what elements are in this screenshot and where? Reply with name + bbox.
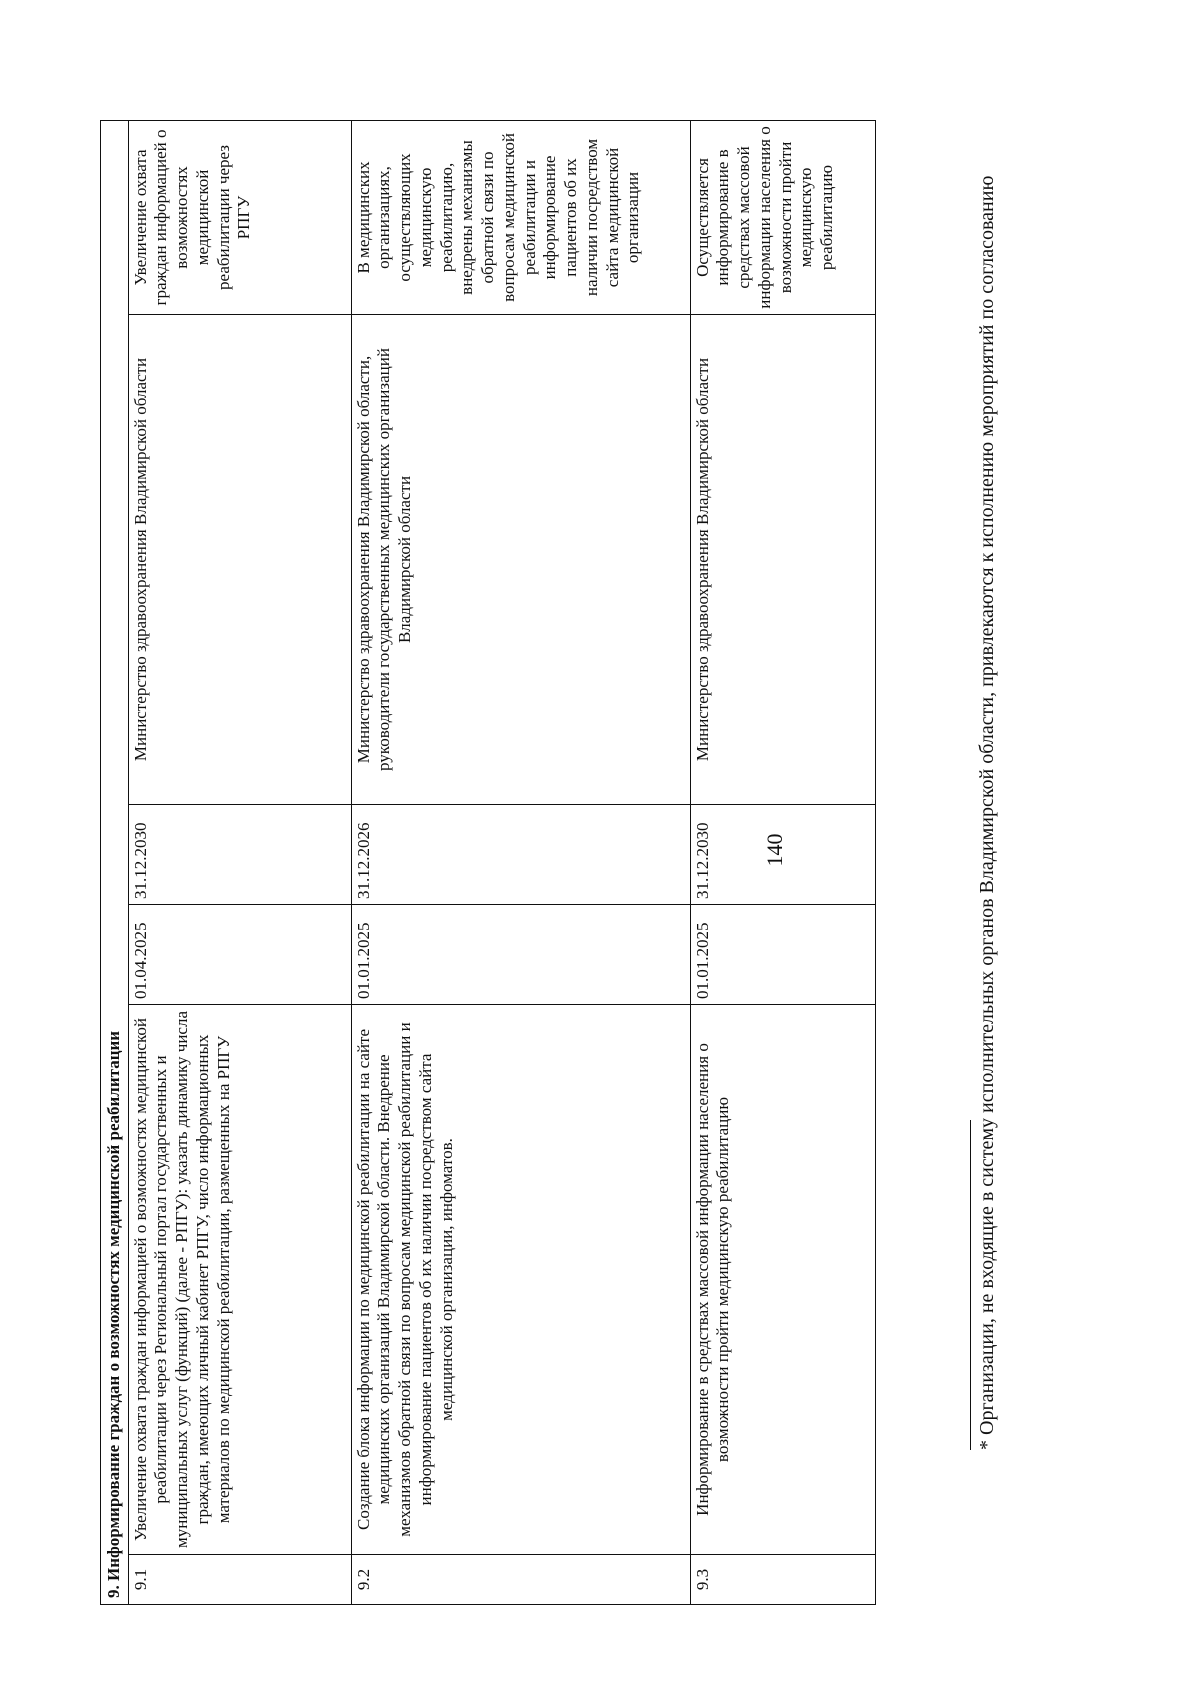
- page-number: 140: [762, 833, 787, 867]
- row-number: 9.1: [128, 1555, 351, 1605]
- expected-result: Осуществляется информирование в средствах массовой информации населения о возможности пройти медицинскую реабилитацию: [690, 120, 875, 314]
- expected-result: В медицинских организациях, осуществляющих медицинскую реабилитацию, внедрены механизмы обратной связи по вопросам медицинской реабилитации и информирование пациентов об их наличии посредством сайта медицинской организации: [351, 120, 690, 314]
- measures-table: [100, 120, 876, 1605]
- section-header-row: [101, 120, 129, 1604]
- table-row: [128, 120, 351, 1604]
- end-date: 31.12.2030: [128, 805, 351, 905]
- footnote: * Организации, не входящие в систему исполнительных органов Владимирской области, привлекаются к исполнению мероприятий по согласованию: [976, 175, 998, 1450]
- table-row: [690, 120, 875, 1604]
- measure-description: Увеличение охвата граждан информацией о возможностях медицинской реабилитации через Региональный портал государственных и муниципальных услуг (функций) (далее - РПГУ): указать динамику числа граждан, имеющих личный кабинет РПГУ, число информационных материалов по медицинской реабилитации, размещенных на РПГУ: [128, 1005, 351, 1555]
- start-date: 01.01.2025: [690, 905, 875, 1005]
- responsible-executor: Министерство здравоохранения Владимирской области: [690, 315, 875, 805]
- start-date: 01.01.2025: [351, 905, 690, 1005]
- row-number: 9.3: [690, 1555, 875, 1605]
- row-number: 9.2: [351, 1555, 690, 1605]
- section-title: 9. Информирование граждан о возможностях медицинской реабилитации: [101, 120, 129, 1604]
- start-date: 01.04.2025: [128, 905, 351, 1005]
- expected-result: Увеличение охвата граждан информацией о возможностях медицинской реабилитации через РПГУ: [128, 120, 351, 314]
- end-date: 31.12.2026: [351, 805, 690, 905]
- responsible-executor: Министерство здравоохранения Владимирской области: [128, 315, 351, 805]
- measure-description: Создание блока информации по медицинской реабилитации на сайте медицинских организаций Владимирской области. Внедрение механизмов обратной связи по вопросам медицинской реабилитации и информирование пациентов об их наличии посредством сайта медицинской организации, инфоматов.: [351, 1005, 690, 1555]
- footnote-divider: [970, 1120, 971, 1450]
- table-row: [351, 120, 690, 1604]
- measure-description: Информирование в средствах массовой информации населения о возможности пройти медицинскую реабилитацию: [690, 1005, 875, 1555]
- responsible-executor: Министерство здравоохранения Владимирской области, руководители государственных медицинских организаций Владимирской области: [351, 315, 690, 805]
- end-date: 31.12.2030: [690, 805, 875, 905]
